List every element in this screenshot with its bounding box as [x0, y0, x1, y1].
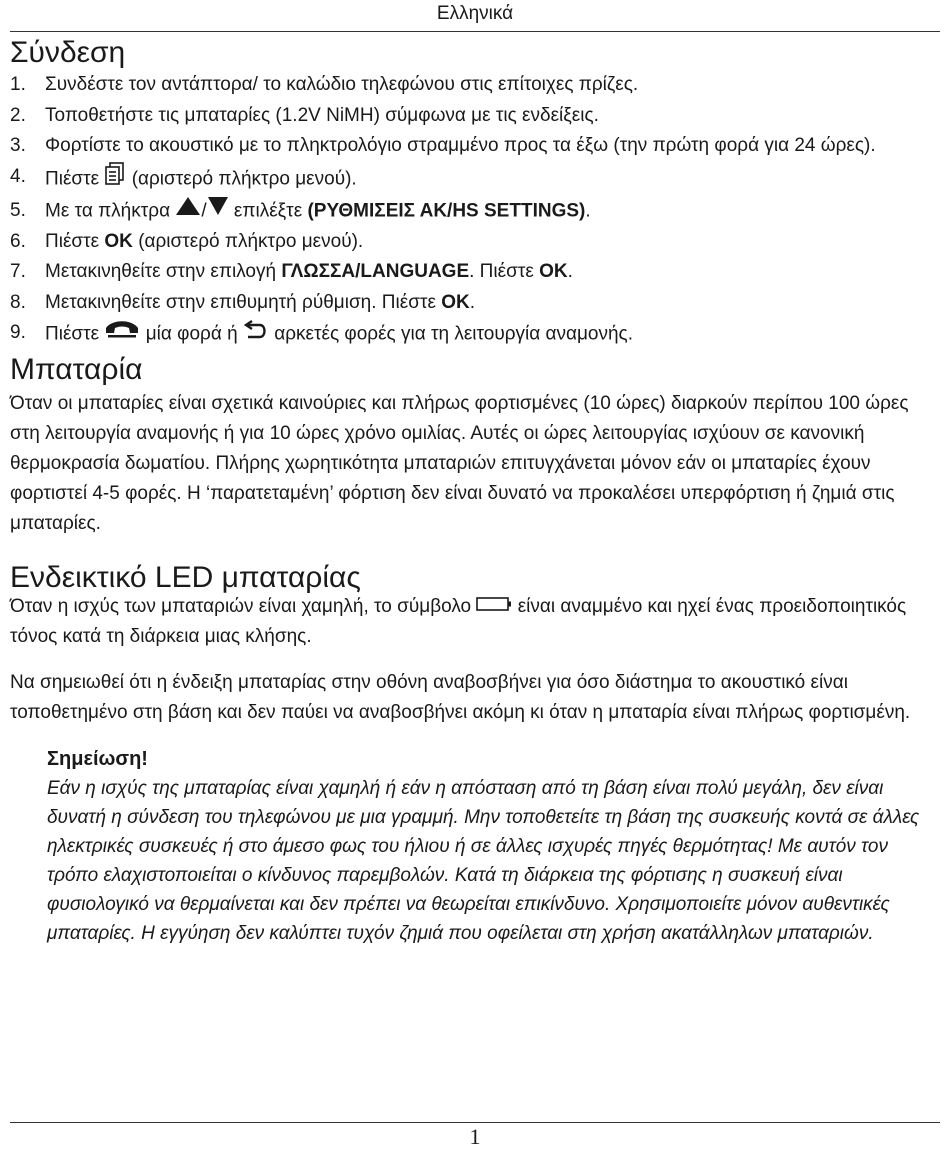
- step-bold-menu: (ΡΥΘΜΙΣΕΙΣ ΑΚ/HS SETTINGS): [307, 200, 586, 222]
- step-2: [10, 101, 940, 132]
- step-bold-ok: OK: [539, 261, 568, 283]
- step-text-mid: . Πιέστε: [469, 261, 534, 283]
- step-text-pre: Πιέστε: [45, 230, 100, 252]
- step-8: [10, 288, 940, 319]
- battery-led-paragraph-1: [10, 592, 940, 652]
- connection-heading: Σύνδεση: [10, 36, 126, 69]
- step-slash: /: [201, 200, 207, 222]
- step-1: [10, 70, 940, 101]
- step-text-post: (αριστερό πλήκτρο μενού).: [131, 167, 357, 189]
- step-number: 7.: [10, 261, 26, 283]
- up-arrow-key-icon: [175, 196, 201, 227]
- note-title: Σημείωση!: [47, 747, 148, 770]
- empty-battery-icon: [476, 592, 512, 622]
- step-number: 8.: [10, 291, 26, 313]
- battery-led-heading: Ενδεικτικό LED μπαταρίας: [10, 560, 361, 594]
- step-text-pre: Πιέστε: [45, 167, 100, 189]
- page-number: 1: [469, 1124, 481, 1149]
- led-text-pre: Όταν η ισχύς των μπαταριών είναι χαμηλή, το σύμβολο: [10, 595, 472, 617]
- step-text-pre: Πιέστε: [45, 323, 100, 345]
- step-text-pre: Μετακινηθείτε στην επιλογή: [45, 261, 277, 283]
- menu-key-icon: [104, 162, 126, 197]
- step-text: Τοποθετήστε τις μπαταρίες (1.2V NiMH) σύμφωνα με τις ενδείξεις.: [45, 104, 599, 126]
- step-text-mid: επιλέξτε: [233, 200, 303, 222]
- step-3: [10, 131, 940, 162]
- step-number: 9.: [10, 322, 26, 344]
- step-number: 1.: [10, 74, 26, 95]
- step-number: 2.: [10, 104, 26, 126]
- step-text-post: (αριστερό πλήκτρο μενού).: [138, 230, 364, 252]
- step-text-pre: Με τα πλήκτρα: [45, 200, 171, 222]
- step-5: [10, 196, 940, 227]
- down-arrow-key-icon: [207, 196, 229, 227]
- led-text-post: είναι αναμμένο και ηχεί ένας προειδοποιητικός τόνος κατά τη διάρκεια μιας κλήσης.: [10, 595, 907, 647]
- step-text-post: .: [469, 291, 475, 313]
- page-content: [10, 34, 940, 948]
- back-key-icon: [243, 318, 269, 351]
- step-bold-language: ΓΛΩΣΣΑ/LANGUAGE: [281, 261, 470, 283]
- step-text: Φορτίστε το ακουστικό με το πληκτρολόγιο στραμμένο προς τα έξω (την πρώτη φορά για 24 ώρες).: [45, 135, 876, 156]
- step-text-post: .: [585, 200, 591, 222]
- bottom-divider: [10, 1122, 940, 1123]
- battery-led-paragraph-2: Να σημειωθεί ότι η ένδειξη μπαταρίας στην οθόνη αναβοσβήνει για όσο διάστημα το ακουστικό είναι τοποθετημένο στη βάση και δεν παύει να αναβοσβήνει ακόμη κι όταν η μπαταρία είναι πλήρως φορτισμένη.: [10, 671, 911, 723]
- note-body: Εάν η ισχύς της μπαταρίας είναι χαμηλή ή εάν η απόσταση από τη βάση είναι πολύ μεγάλη, δεν είναι δυνατή η σύνδεση του τηλεφώνου με μια γραμμή. Μην τοποθετείτε τη βάση της συσκευής κοντά σε άλλες ηλεκτρικές συσκευές ή στο άμεσο φως του ήλιου ή σε άλλες ισχυρές πηγές θερμότητας! Με αυτόν τον τρόπο ελαχιστοποιείται ο κίνδυνος παρεμβολών. Κατά τη διάρκεια της φόρτισης η συσκευή είναι φυσιολογικό να θερμαίνεται και δεν πρέπει να θεωρείται επικίνδυνο. Χρησιμοποιείτε μόνον αυθεντικές μπαταρίες. Η εγγύηση δεν καλύπτει τυχόν ζημιά που οφείλεται στη χρήση ακατάλληλων μπαταριών.: [47, 777, 920, 944]
- step-6: [10, 227, 940, 258]
- end-call-key-icon: [104, 319, 140, 350]
- step-text: Συνδέστε τον αντάπτορα/ το καλώδιο τηλεφώνου στις επίτοιχες πρίζες.: [45, 74, 639, 95]
- step-number: 5.: [10, 200, 26, 221]
- step-9: [10, 318, 940, 351]
- step-text-mid: μία φορά ή: [145, 323, 238, 345]
- note-box: [47, 744, 940, 948]
- step-number: 6.: [10, 230, 26, 252]
- battery-heading: Μπαταρία: [10, 352, 143, 386]
- step-text-post: αρκετές φορές για τη λειτουργία αναμονής.: [274, 323, 633, 345]
- step-text-post: .: [567, 261, 573, 283]
- step-number: 4.: [10, 165, 26, 187]
- language-header: Ελληνικά: [436, 3, 514, 24]
- top-divider: [10, 31, 940, 32]
- step-7: [10, 257, 940, 288]
- battery-paragraph: Όταν οι μπαταρίες είναι σχετικά καινούριες και πλήρως φορτισμένες (10 ώρες) διαρκούν περίπου 100 ώρες στη λειτουργία αναμονής ή για 10 ώρες χρόνο ομιλίας. Αυτές οι ώρες λειτουργίας ισχύουν σε κανονική θερμοκρασία δωματίου. Πλήρης χωρητικότητα μπαταριών επιτυγχάνεται μόνον εάν οι μπαταρίες έχουν φορτιστεί 4-5 φορές. Η ‘παρατεταμένη’ φόρτιση δεν είναι δυνατό να προκαλέσει υπερφόρτιση ή ζημιά στις μπαταρίες.: [10, 392, 909, 534]
- step-bold-ok: OK: [104, 230, 133, 252]
- step-bold-ok: OK: [441, 291, 470, 313]
- step-number: 3.: [10, 135, 26, 156]
- step-text-pre: Μετακινηθείτε στην επιθυμητή ρύθμιση. Πιέστε: [45, 291, 436, 313]
- step-4: [10, 162, 940, 197]
- connection-steps: [10, 70, 940, 351]
